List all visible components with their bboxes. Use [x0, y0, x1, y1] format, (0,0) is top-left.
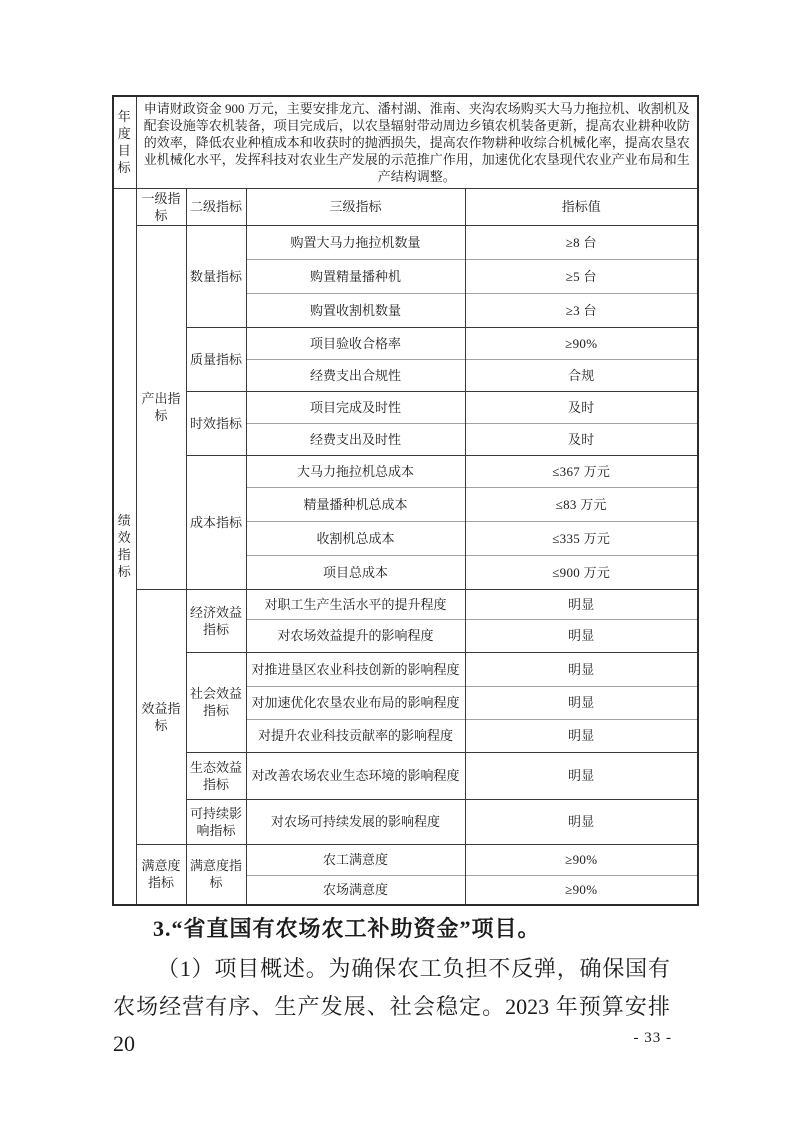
indicator-name: 收割机总成本 [246, 521, 465, 555]
level1-output: 产出指标 [136, 225, 186, 589]
indicator-value: 明显 [465, 589, 698, 619]
indicator-name: 对农场可持续发展的影响程度 [246, 799, 465, 844]
section-heading: 3.“省直国有农场农工补助资金”项目。 [153, 916, 541, 941]
paragraph-line: 农场经营有序、生产发展、社会稳定。2023 年预算安排 20 [113, 993, 670, 1056]
indicator-value: 及时 [465, 391, 698, 423]
table-row [113, 327, 698, 359]
indicator-name: 购置精量播种机 [246, 259, 465, 293]
header-level2: 二级指标 [186, 188, 246, 225]
indicator-value: 明显 [465, 719, 698, 752]
level1-satisfaction: 满意度指标 [136, 844, 186, 905]
indicator-name: 项目验收合格率 [246, 327, 465, 359]
table-row [113, 752, 698, 799]
indicator-value: ≥5 台 [465, 259, 698, 293]
indicator-name: 经费支出合规性 [246, 359, 465, 391]
level2-cost: 成本指标 [186, 455, 246, 589]
indicator-name: 对改善农场农业生态环境的影响程度 [246, 752, 465, 799]
level1-benefit: 效益指标 [136, 589, 186, 844]
level2-economic: 经济效益指标 [186, 589, 246, 652]
level2-ecological: 生态效益指标 [186, 752, 246, 799]
indicator-name: 大马力拖拉机总成本 [246, 455, 465, 487]
indicator-name: 项目总成本 [246, 555, 465, 589]
table-row [113, 589, 698, 619]
indicator-value: 明显 [465, 686, 698, 719]
annual-goal-label: 年度目标 [113, 96, 136, 188]
annual-goal-row [113, 96, 698, 188]
indicator-value: 明显 [465, 752, 698, 799]
level2-social: 社会效益指标 [186, 652, 246, 752]
indicator-value: 明显 [465, 799, 698, 844]
table-row [113, 799, 698, 844]
header-level1: 一级指标 [136, 188, 186, 225]
indicator-value: 明显 [465, 652, 698, 686]
indicator-value: ≥3 台 [465, 293, 698, 327]
indicator-name: 农工满意度 [246, 844, 465, 875]
indicator-value: ≥8 台 [465, 225, 698, 259]
indicator-value: ≤367 万元 [465, 455, 698, 487]
page-number: - 33 - [633, 1030, 672, 1046]
indicator-name: 经费支出及时性 [246, 423, 465, 455]
indicator-name: 对职工生产生活水平的提升程度 [246, 589, 465, 619]
indicator-value: ≥90% [465, 327, 698, 359]
perf-side-label: 绩效指标 [113, 188, 136, 905]
indicator-value: 明显 [465, 619, 698, 652]
indicator-name: 对加速优化农垦农业布局的影响程度 [246, 686, 465, 719]
indicator-name: 项目完成及时性 [246, 391, 465, 423]
indicator-name: 对农场效益提升的影响程度 [246, 619, 465, 652]
level2-quality: 质量指标 [186, 327, 246, 391]
table-row [113, 391, 698, 423]
indicator-name: 农场满意度 [246, 875, 465, 905]
indicator-name: 精量播种机总成本 [246, 487, 465, 521]
annual-goal-text: 申请财政资金 900 万元，主要安排龙亢、潘村湖、淮南、夹沟农场购买大马力拖拉机、收割机及配套设施等农机装备，项目完成后，以农垦辐射带动周边乡镇农机装备更新，提高农业耕种收防的效率，降低农业种植成本和收获时的抛洒损失，提高农作物耕种收综合机械化率，提高农垦农业机械化水平，发挥科技对农业生产发展的示范推广作用，加速优化农垦现代农业产业布局和生产结构调整。 [136, 96, 698, 188]
indicator-name: 对提升农业科技贡献率的影响程度 [246, 719, 465, 752]
indicator-value: ≤83 万元 [465, 487, 698, 521]
header-value: 指标值 [465, 188, 698, 225]
indicator-value: ≤335 万元 [465, 521, 698, 555]
indicator-value: 合规 [465, 359, 698, 391]
level2-sustainable: 可持续影响指标 [186, 799, 246, 844]
performance-indicator-table [112, 95, 699, 906]
indicator-header-row [113, 188, 698, 225]
level2-satisfaction: 满意度指标 [186, 844, 246, 905]
level2-quantity: 数量指标 [186, 225, 246, 327]
indicator-value: ≥90% [465, 844, 698, 875]
header-level3: 三级指标 [246, 188, 465, 225]
level2-timeliness: 时效指标 [186, 391, 246, 455]
table-row [113, 225, 698, 259]
indicator-name: 购置收割机数量 [246, 293, 465, 327]
indicator-name: 对推进垦区农业科技创新的影响程度 [246, 652, 465, 686]
table-row [113, 844, 698, 875]
indicator-value: 及时 [465, 423, 698, 455]
paragraph-line: （1）项目概述。为确保农工负担不反弹，确保国有 [157, 956, 670, 981]
table-row [113, 652, 698, 686]
indicator-name: 购置大马力拖拉机数量 [246, 225, 465, 259]
indicator-value: ≥90% [465, 875, 698, 905]
table-row [113, 455, 698, 487]
indicator-value: ≤900 万元 [465, 555, 698, 589]
